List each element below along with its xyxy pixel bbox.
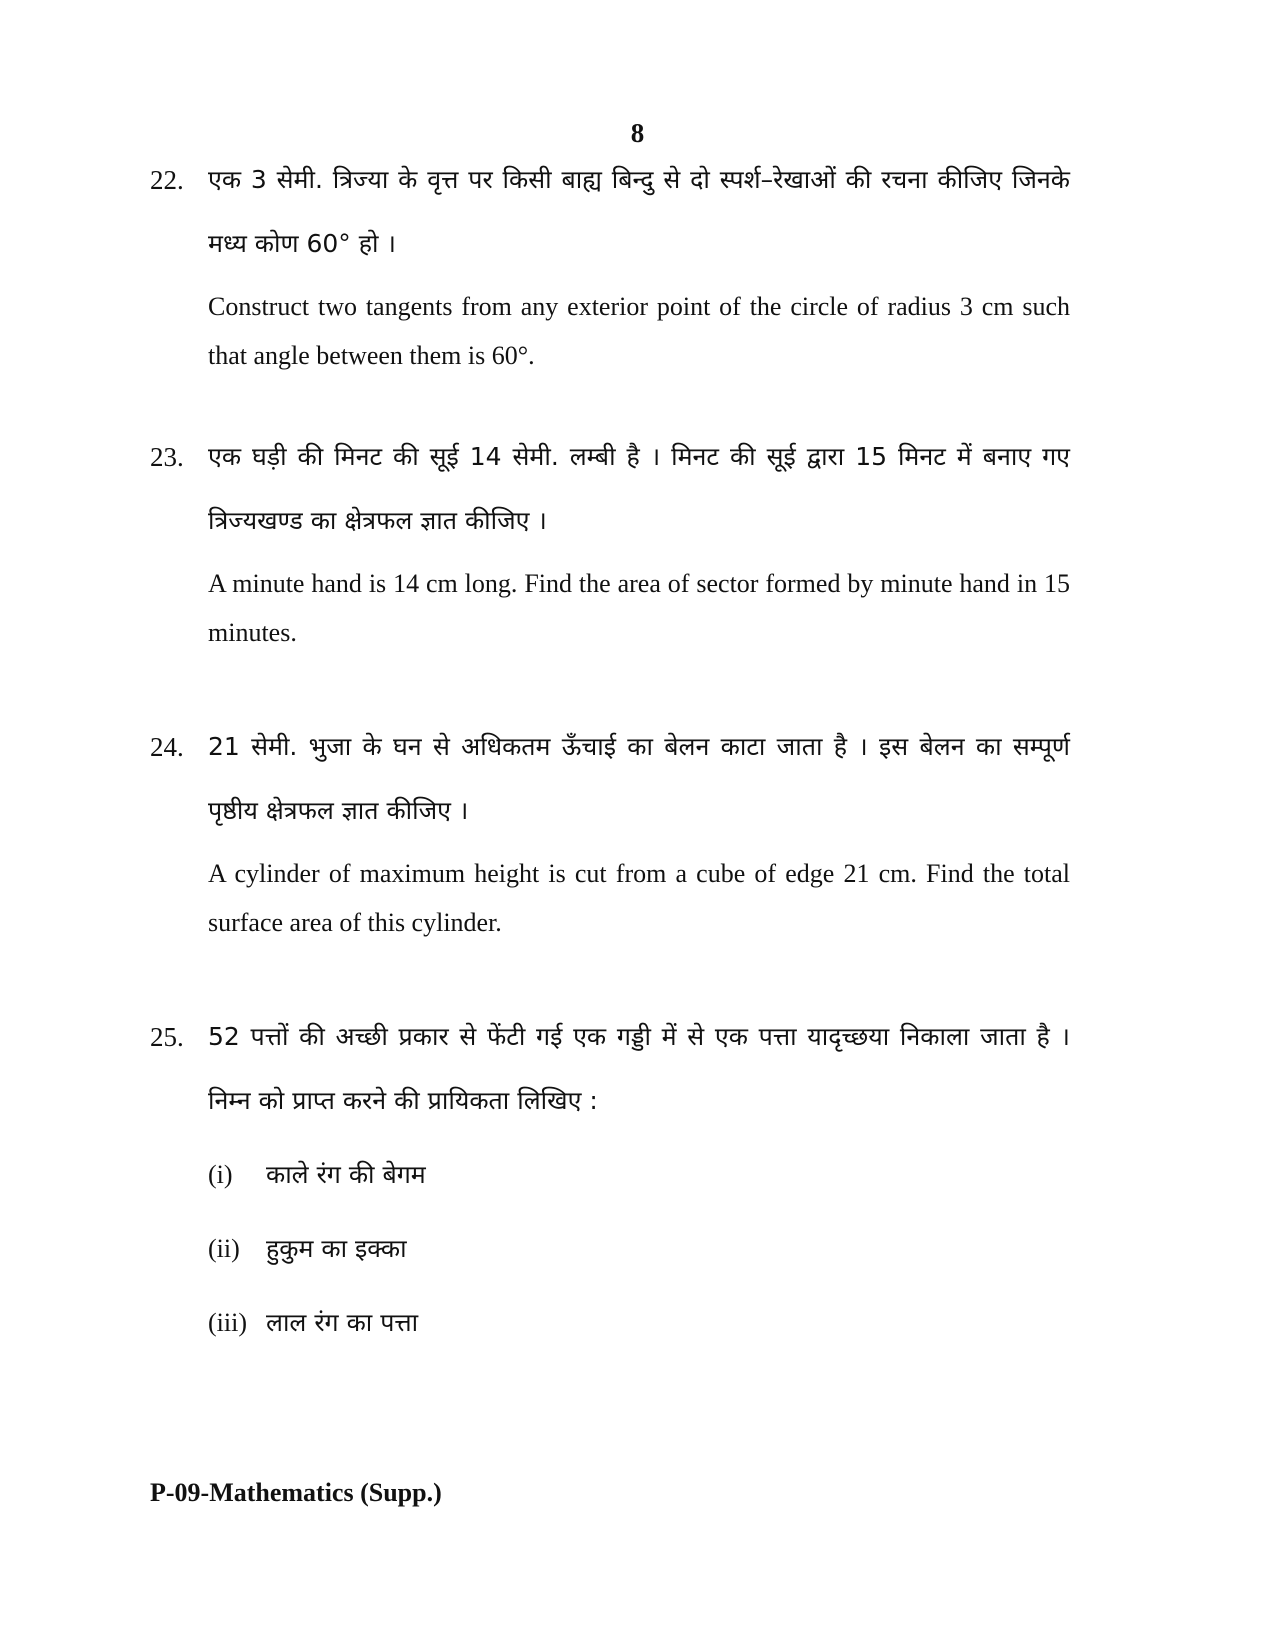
sub-question bbox=[208, 1143, 1070, 1217]
sub-question-list bbox=[208, 1143, 1070, 1365]
question-number: 23. bbox=[150, 442, 184, 472]
sub-question-text: हुकुम का इक्का bbox=[266, 1234, 407, 1263]
page-number: 8 bbox=[630, 118, 645, 148]
question-text-hindi: एक 3 सेमी. त्रिज्या के वृत्त पर किसी बाह्य बिन्दु से दो स्पर्श–रेखाओं की रचना कीजिए जिनके मध्य कोण 60° हो । bbox=[208, 165, 1070, 258]
question-text-english: A cylinder of maximum height is cut from a cube of edge 21 cm. Find the total surface area of this cylinder. bbox=[208, 859, 1070, 937]
question-number: 25. bbox=[150, 1022, 184, 1052]
paper-code-footer: P-09-Mathematics (Supp.) bbox=[150, 1478, 442, 1507]
sub-question-label: (ii) bbox=[208, 1234, 240, 1263]
question-text-english: A minute hand is 14 cm long. Find the area of sector formed by minute hand in 15 minutes. bbox=[208, 569, 1070, 647]
question-number: 24. bbox=[150, 732, 184, 762]
question-text-hindi: एक घड़ी की मिनट की सूई 14 सेमी. लम्बी है । मिनट की सूई द्वारा 15 मिनट में बनाए गए त्रिज्यखण्ड का क्षेत्रफल ज्ञात कीजिए । bbox=[208, 442, 1070, 535]
question-text-english: Construct two tangents from any exterior point of the circle of radius 3 cm such that angle between them is 60°. bbox=[208, 292, 1070, 370]
sub-question-text: काले रंग की बेगम bbox=[266, 1160, 426, 1189]
sub-question-text: लाल रंग का पत्ता bbox=[266, 1308, 419, 1337]
sub-question bbox=[208, 1217, 1070, 1291]
question-number: 22. bbox=[150, 165, 184, 195]
sub-question-label: (i) bbox=[208, 1160, 233, 1189]
question-text-hindi: 21 सेमी. भुजा के घन से अधिकतम ऊँचाई का बेलन काटा जाता है । इस बेलन का सम्पूर्ण पृष्ठीय क्षेत्रफल ज्ञात कीजिए । bbox=[208, 732, 1070, 825]
question-text-hindi: 52 पत्तों की अच्छी प्रकार से फेंटी गई एक गड्डी में से एक पत्ता यादृच्छया निकाला जाता है । निम्न को प्राप्त करने की प्रायिकता लिखिए : bbox=[208, 1022, 1070, 1115]
sub-question-label: (iii) bbox=[208, 1308, 247, 1337]
sub-question bbox=[208, 1291, 1070, 1365]
